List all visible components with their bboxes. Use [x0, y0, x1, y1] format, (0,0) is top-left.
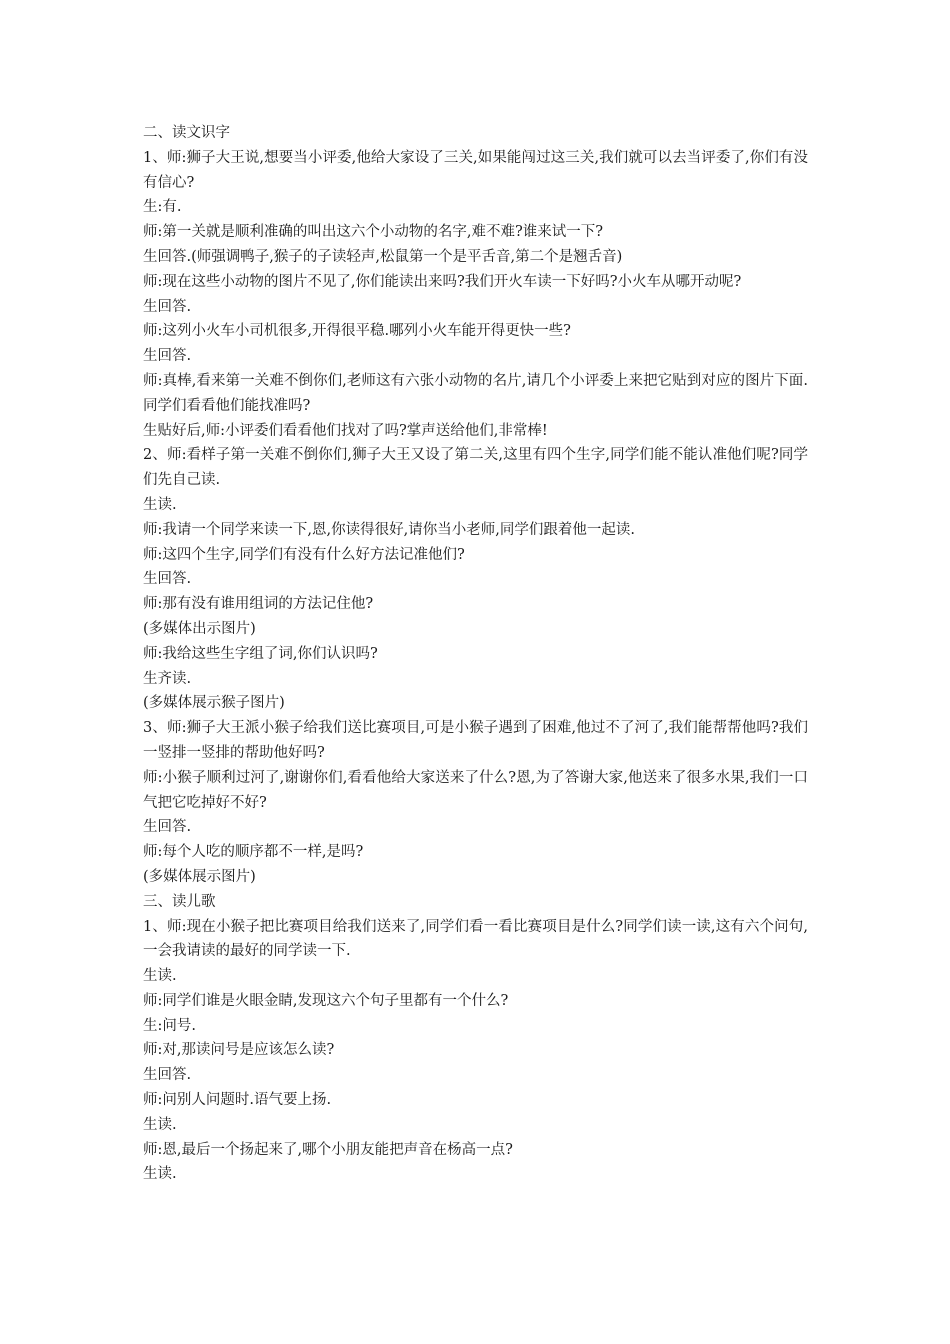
paragraph: 师:那有没有谁用组词的方法记住他?: [143, 596, 374, 613]
paragraph: 生贴好后,师:小评委们看看他们找对了吗?掌声送给他们,非常棒!: [143, 422, 548, 439]
paragraph: (多媒体出示图片): [143, 620, 256, 637]
paragraph: 3、师:狮子大王派小猴子给我们送比赛项目,可是小猴子遇到了困难,他过不了河了,我们能帮帮他吗?我们一竖排一竖排的帮助他好吗?: [143, 720, 808, 761]
paragraph: 师:这列小火车小司机很多,开得很平稳.哪列小火车能开得更快一些?: [143, 323, 571, 340]
paragraph: 师:同学们谁是火眼金睛,发现这六个句子里都有一个什么?: [143, 992, 509, 1009]
paragraph: (多媒体展示猴子图片): [143, 695, 285, 712]
paragraph: 生回答.: [143, 1067, 192, 1084]
paragraph: 师:小猴子顺利过河了,谢谢你们,看看他给大家送来了什么?恩,为了答谢大家,他送来了很多水果,我们一口气把它吃掉好不好?: [143, 769, 808, 811]
paragraph: 生:有.: [143, 199, 182, 216]
paragraph: 1、师:现在小猴子把比赛项目给我们送来了,同学们看一看比赛项目是什么?同学们读一读,这有六个问句,一会我请读的最好的同学读一下.: [143, 918, 808, 960]
document-body: [143, 121, 808, 1187]
paragraph: 师:对,那读问号是应该怎么读?: [143, 1042, 335, 1059]
paragraph: 师:我给这些生字组了词,你们认识吗?: [143, 645, 378, 662]
paragraph: 师:真棒,看来第一关难不倒你们,老师这有六张小动物的名片,请几个小评委上来把它贴到对应的图片下面.同学们看看他们能找准吗?: [143, 372, 808, 414]
paragraph: 师:问别人问题时.语气要上扬.: [143, 1092, 332, 1109]
paragraph: 1、师:狮子大王说,想要当小评委,他给大家设了三关,如果能闯过这三关,我们就可以去当评委了,你们有没有信心?: [143, 149, 808, 191]
paragraph: 生读.: [143, 968, 177, 985]
paragraph: (多媒体展示图片): [143, 868, 256, 885]
paragraph: 生:问号.: [143, 1017, 196, 1034]
paragraph: 生读.: [143, 496, 177, 513]
paragraph: 生回答.: [143, 819, 192, 836]
paragraph: 生回答.(师强调鸭子,猴子的子读轻声,松鼠第一个是平舌音,第二个是翘舌音): [143, 248, 623, 265]
paragraph: 师:恩,最后一个扬起来了,哪个小朋友能把声音在杨高一点?: [143, 1141, 513, 1158]
section-heading-read-poem: 三、读儿歌: [143, 893, 216, 910]
paragraph: 生读.: [143, 1166, 177, 1183]
paragraph: 2、师:看样子第一关难不倒你们,狮子大王又设了第二关,这里有四个生字,同学们能不能认准他们呢?同学们先自己读.: [143, 447, 808, 489]
paragraph: 师:这四个生字,同学们有没有什么好方法记准他们?: [143, 546, 465, 563]
section-heading-read-text: 二、读文识字: [143, 125, 230, 141]
paragraph: 生回答.: [143, 348, 192, 365]
paragraph: 师:现在这些小动物的图片不见了,你们能读出来吗?我们开火车读一下好吗?小火车从哪开动呢?: [143, 273, 742, 290]
paragraph: 师:每个人吃的顺序都不一样,是吗?: [143, 844, 364, 861]
paragraph: 师:第一关就是顺利准确的叫出这六个小动物的名字,难不难?谁来试一下?: [143, 224, 604, 241]
paragraph: 生齐读.: [143, 670, 192, 687]
paragraph: 生读.: [143, 1116, 177, 1133]
paragraph: 生回答.: [143, 571, 192, 588]
paragraph: 师:我请一个同学来读一下,恩,你读得很好,请你当小老师,同学们跟着他一起读.: [143, 521, 635, 538]
paragraph: 生回答.: [143, 298, 192, 315]
